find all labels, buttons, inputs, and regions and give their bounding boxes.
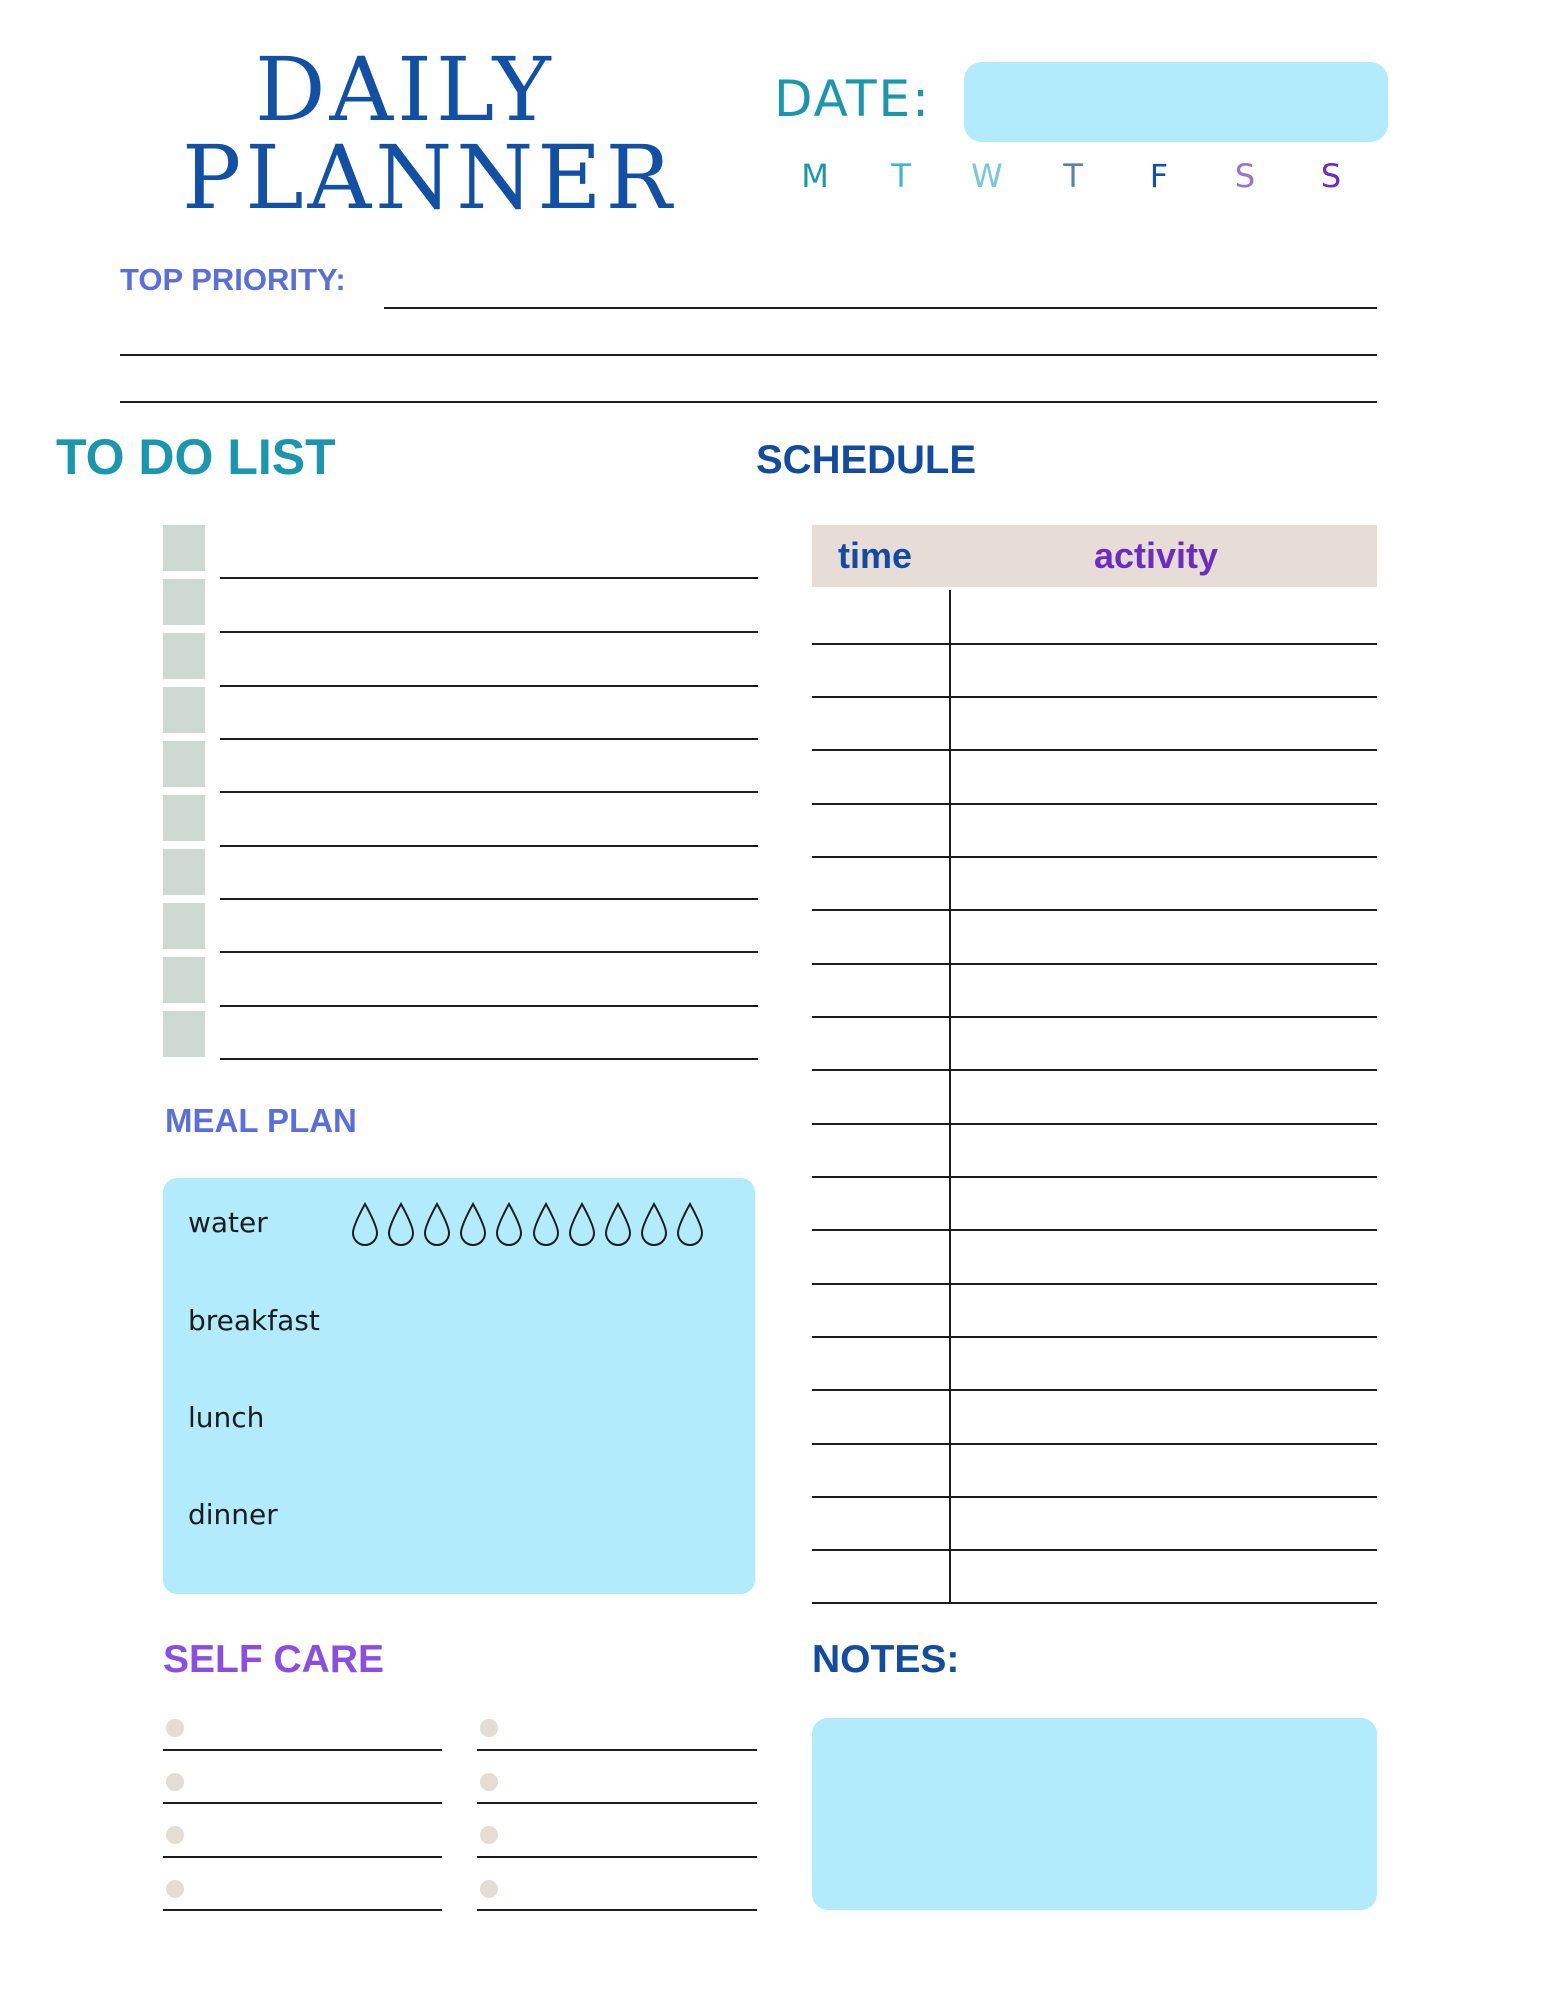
water-drop-icon[interactable] (639, 1201, 669, 1247)
water-drop-icon[interactable] (531, 1201, 561, 1247)
water-drop-icon[interactable] (494, 1201, 524, 1247)
day-sunday[interactable]: S (1320, 157, 1342, 195)
todo-checkbox[interactable] (163, 903, 205, 949)
schedule-row[interactable] (812, 963, 1377, 965)
water-drop-icon[interactable] (675, 1201, 705, 1247)
day-monday[interactable]: M (801, 157, 829, 195)
self-care-bullet (166, 1880, 184, 1898)
water-drop-icon[interactable] (422, 1201, 452, 1247)
schedule-row[interactable] (812, 803, 1377, 805)
schedule-row[interactable] (812, 1336, 1377, 1338)
todo-checkbox[interactable] (163, 579, 205, 625)
todo-line[interactable] (220, 685, 758, 687)
schedule-row[interactable] (812, 856, 1377, 858)
self-care-bullet (166, 1773, 184, 1791)
self-care-bullet (480, 1773, 498, 1791)
date-label: DATE: (774, 70, 931, 128)
water-drop-icon[interactable] (603, 1201, 633, 1247)
notes-title: NOTES: (812, 1638, 960, 1681)
schedule-row[interactable] (812, 1549, 1377, 1551)
day-saturday[interactable]: S (1234, 157, 1256, 195)
todo-checkbox[interactable] (163, 741, 205, 787)
todo-line[interactable] (220, 951, 758, 953)
todo-line[interactable] (220, 898, 758, 900)
todo-line[interactable] (220, 577, 758, 579)
todo-checkbox[interactable] (163, 1011, 205, 1057)
day-wednesday[interactable]: W (971, 157, 1003, 195)
notes-box[interactable] (812, 1718, 1377, 1910)
todo-checkbox[interactable] (163, 849, 205, 895)
water-drop-icon[interactable] (458, 1201, 488, 1247)
schedule-row[interactable] (812, 1443, 1377, 1445)
self-care-line[interactable] (163, 1749, 442, 1751)
self-care-line[interactable] (163, 1856, 442, 1858)
todo-line[interactable] (220, 791, 758, 793)
self-care-bullet (166, 1826, 184, 1844)
schedule-header (812, 525, 1377, 587)
self-care-line[interactable] (477, 1802, 757, 1804)
day-thursday[interactable]: T (1063, 157, 1083, 195)
day-tuesday[interactable]: T (891, 157, 911, 195)
time-header: time (838, 535, 913, 576)
schedule-row[interactable] (812, 1176, 1377, 1178)
self-care-line[interactable] (477, 1909, 757, 1911)
todo-line[interactable] (220, 1058, 758, 1060)
self-care-line[interactable] (163, 1802, 442, 1804)
schedule-row[interactable] (812, 1602, 1377, 1604)
schedule-row[interactable] (812, 1389, 1377, 1391)
water-label: water (188, 1206, 268, 1239)
self-care-line[interactable] (477, 1749, 757, 1751)
self-care-line[interactable] (477, 1856, 757, 1858)
schedule-row[interactable] (812, 1123, 1377, 1125)
todo-checkbox[interactable] (163, 687, 205, 733)
schedule-divider (949, 590, 951, 1602)
todo-checkbox[interactable] (163, 795, 205, 841)
todo-line[interactable] (220, 845, 758, 847)
activity-header: activity (1094, 535, 1219, 576)
title-line-planner: PLANNER (182, 126, 676, 229)
self-care-bullet (166, 1719, 184, 1737)
schedule-title: SCHEDULE (756, 438, 977, 482)
top-priority-line-2[interactable] (120, 354, 1377, 356)
self-care-title: SELF CARE (163, 1638, 385, 1681)
todo-checkbox[interactable] (163, 525, 205, 571)
self-care-bullet (480, 1719, 498, 1737)
self-care-bullet (480, 1880, 498, 1898)
todo-line[interactable] (220, 631, 758, 633)
schedule-row[interactable] (812, 1016, 1377, 1018)
title-line-daily: DAILY (255, 38, 555, 141)
todo-line[interactable] (220, 1005, 758, 1007)
todo-line[interactable] (220, 738, 758, 740)
water-drop-icon[interactable] (567, 1201, 597, 1247)
lunch-label: lunch (188, 1401, 265, 1434)
water-drop-icon[interactable] (350, 1201, 380, 1247)
schedule-row[interactable] (812, 1069, 1377, 1071)
schedule-row[interactable] (812, 696, 1377, 698)
water-drop-icon[interactable] (386, 1201, 416, 1247)
todo-checkbox[interactable] (163, 633, 205, 679)
dinner-label: dinner (188, 1498, 278, 1531)
todo-checkbox[interactable] (163, 957, 205, 1003)
top-priority-line-1[interactable] (384, 307, 1377, 309)
day-friday[interactable]: F (1149, 157, 1169, 195)
schedule-row[interactable] (812, 749, 1377, 751)
schedule-row[interactable] (812, 1496, 1377, 1498)
self-care-bullet (480, 1826, 498, 1844)
top-priority-label: TOP PRIORITY: (120, 262, 346, 297)
schedule-row[interactable] (812, 1283, 1377, 1285)
meal-plan-title: MEAL PLAN (165, 1102, 357, 1139)
schedule-row[interactable] (812, 643, 1377, 645)
todo-title: TO DO LIST (56, 429, 336, 485)
schedule-row[interactable] (812, 909, 1377, 911)
schedule-row[interactable] (812, 1229, 1377, 1231)
breakfast-label: breakfast (188, 1304, 320, 1337)
self-care-line[interactable] (163, 1909, 442, 1911)
date-field[interactable] (964, 62, 1388, 142)
top-priority-line-3[interactable] (120, 401, 1377, 403)
